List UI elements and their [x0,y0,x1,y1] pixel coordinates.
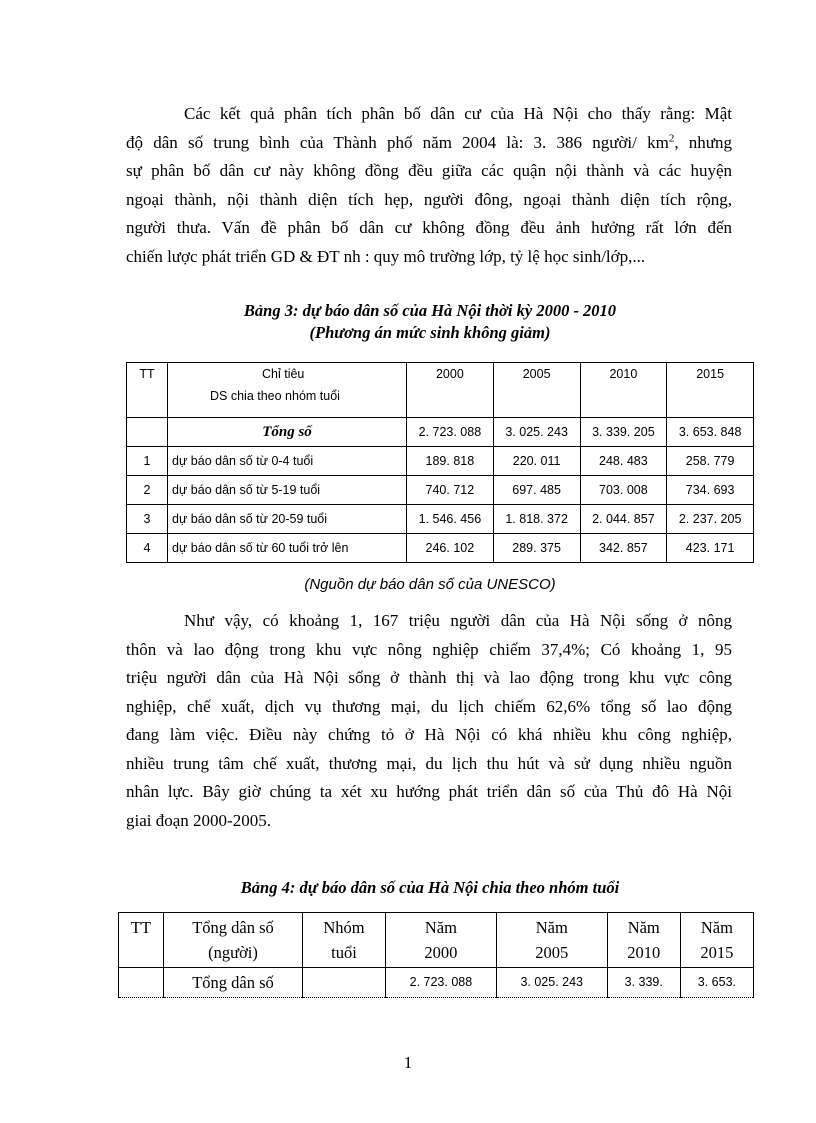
table-cell: 289. 375 [493,534,580,563]
total-label: Tổng số [168,418,407,447]
paragraph-line: ngoại thành, nội thành diện tích hẹp, người đông, ngoại thành diện tích rộng, [126,189,732,209]
table-cell: 3. 339. 205 [580,418,667,447]
table-cell: 2 [127,476,168,505]
paragraph-line: Các kết quả phân tích phân bố dân cư của Hà Nội cho thấy rằng: Mật [184,104,732,123]
table-cell: dự báo dân số từ 0-4 tuổi [168,447,407,476]
header-age-group: Nhóm tuổi [303,913,386,968]
table-cell: 3. 025. 243 [493,418,580,447]
population-forecast-table [126,362,754,563]
table-cell: 3. 653. [680,968,753,998]
page-number: 1 [403,1053,413,1072]
paragraph-line: nhiều trung tâm chế xuất, thương mại, du lịch thu hút và sử dụng nhiều nguồn [126,753,732,773]
table-cell: 2. 723. 088 [386,968,497,998]
header-tt: TT [127,363,168,418]
header-indicator: Chỉ tiêu DS chia theo nhóm tuổi [168,363,407,418]
table-row [127,447,754,476]
paragraph-line: nghiệp, chế xuất, dịch vụ thương mại, du lịch chiếm 62,6% tổng số lao động [126,696,732,716]
table3-caption: Bảng 3: dự báo dân số của Hà Nội thời kỳ 2000 - 2010 (Phương án mức sinh không giảm) [243,301,617,342]
table-cell: 246. 102 [407,534,494,563]
paragraph-labor-distribution [126,607,732,835]
table-header-row [119,913,754,968]
table-cell: 1. 818. 372 [493,505,580,534]
paragraph-line: giai đoạn 2000-2005. [126,810,271,830]
header-tt: TT [119,913,164,968]
table-cell: 3 [127,505,168,534]
header-year: Năm 2010 [607,913,680,968]
header-year: 2005 [493,363,580,418]
table-cell: 3. 025. 243 [496,968,607,998]
header-year: 2010 [580,363,667,418]
header-year: Năm 2015 [680,913,753,968]
paragraph-line: Như vậy, có khoảng 1, 167 triệu người dân của Hà Nội sống ở nông [184,611,732,630]
table-cell: 342. 857 [580,534,667,563]
header-year: Năm 2005 [496,913,607,968]
table-row [127,534,754,563]
superscript: 2 [668,131,675,144]
header-total-population: Tổng dân số (người) [164,913,303,968]
table-cell: 3. 339. [607,968,680,998]
table-cell: 740. 712 [407,476,494,505]
header-year: Năm 2000 [386,913,497,968]
table-cell: 1. 546. 456 [407,505,494,534]
population-by-age-table [118,912,754,998]
total-label: Tổng dân số [164,968,303,998]
paragraph-line: chiến lược phát triển GD & ĐT nh : quy mô trường lớp, tỷ lệ học sinh/lớp,... [126,246,646,266]
table-cell: 248. 483 [580,447,667,476]
paragraph-line: đang làm việc. Điều này chứng tỏ ở Hà Nội có khá nhiều khu công nghiệp, [126,725,732,744]
table-cell: 220. 011 [493,447,580,476]
table-row [127,476,754,505]
paragraph-line: người thưa. Vấn đề phân bố dân cư không đồng đều ảnh hưởng rất lớn đến [126,218,732,237]
paragraph-line: thôn và lao động trong khu vực nông nghiệp chiếm 37,4%; Có khoảng 1, 95 [126,639,732,659]
table-cell: 1 [127,447,168,476]
table-cell: dự báo dân số từ 5-19 tuổi [168,476,407,505]
table-cell: dự báo dân số từ 20-59 tuổi [168,505,407,534]
header-year: 2000 [407,363,494,418]
table-cell: 697. 485 [493,476,580,505]
table-row-total [127,418,754,447]
table-cell: dự báo dân số từ 60 tuổi trở lên [168,534,407,563]
paragraph-line: nhân lực. Bây giờ chúng ta xét xu hướng phát triển dân số của Thủ đô Hà Nội [126,782,732,801]
table-cell: 189. 818 [407,447,494,476]
table-cell: 2. 237. 205 [667,505,754,534]
table3-source-note: (Nguồn dự báo dân số của UNESCO) [304,576,556,593]
table-cell: 2. 044. 857 [580,505,667,534]
table-cell: 258. 779 [667,447,754,476]
table-row [127,505,754,534]
table-cell: 3. 653. 848 [667,418,754,447]
table-cell: 4 [127,534,168,563]
table-header-row [127,363,754,418]
header-year: 2015 [667,363,754,418]
paragraph-population-distribution [126,100,732,271]
table-cell: 734. 693 [667,476,754,505]
table4-caption: Bảng 4: dự báo dân số của Hà Nội chia theo nhóm tuổi [240,878,620,897]
paragraph-line: triệu người dân của Hà Nội sống ở thành thị và lao động trong khu vực công [126,668,732,687]
table-cell: 2. 723. 088 [407,418,494,447]
table-cell: 703. 008 [580,476,667,505]
table-cell: 423. 171 [667,534,754,563]
paragraph-line: sự phân bố dân cư này không đồng đều giữa các quận nội thành và các huyện [126,161,732,180]
table-row-total [119,968,754,998]
paragraph-line: độ dân số trung bình của Thành phố năm 2004 là: 3. 386 người/ $km^2$, nhưng [126,131,732,152]
